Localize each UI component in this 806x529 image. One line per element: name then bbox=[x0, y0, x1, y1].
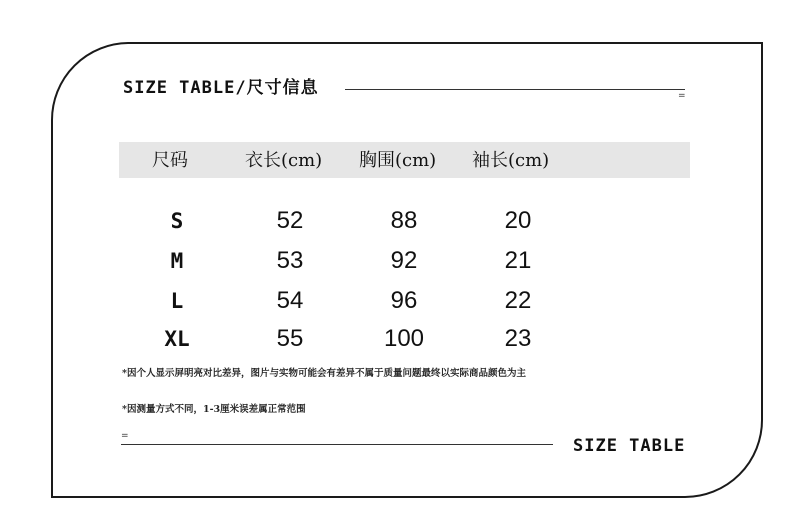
row-s-chest: 88 bbox=[390, 207, 418, 234]
row-m-chest: 92 bbox=[390, 247, 418, 274]
row-xl-length: 55 bbox=[276, 325, 304, 352]
row-m-length: 53 bbox=[276, 247, 304, 274]
header-chest: 胸围(cm) bbox=[359, 150, 437, 171]
bottom-divider bbox=[121, 444, 553, 445]
header-size: 尺码 bbox=[152, 150, 188, 171]
row-l-length: 54 bbox=[276, 287, 304, 314]
row-xl-sleeve: 23 bbox=[504, 325, 532, 352]
size-table-title: SIZE TABLE/尺寸信息 bbox=[123, 78, 319, 98]
row-m-size: M bbox=[170, 249, 184, 273]
note-measurement-error: *因测量方式不同，1-3厘米误差属正常范围 bbox=[122, 404, 306, 415]
header-length: 衣长(cm) bbox=[245, 150, 323, 171]
footer-label: SIZE TABLE bbox=[573, 436, 686, 456]
row-s-sleeve: 20 bbox=[504, 207, 532, 234]
note-color-difference: *因个人显示屏明亮对比差异，图片与实物可能会有差异不属于质量问题最终以实际商品颜色为主 bbox=[122, 368, 526, 379]
row-s-size: S bbox=[170, 209, 184, 233]
row-l-chest: 96 bbox=[390, 287, 418, 314]
bottom-divider-mark: = bbox=[121, 431, 129, 441]
title-divider-mark: = bbox=[678, 91, 686, 101]
row-m-sleeve: 21 bbox=[504, 247, 532, 274]
row-xl-chest: 100 bbox=[383, 325, 425, 352]
row-l-size: L bbox=[170, 289, 184, 313]
row-l-sleeve: 22 bbox=[504, 287, 532, 314]
row-xl-size: XL bbox=[164, 327, 190, 351]
title-divider bbox=[345, 89, 685, 90]
header-sleeve: 袖长(cm) bbox=[472, 150, 550, 171]
row-s-length: 52 bbox=[276, 207, 304, 234]
